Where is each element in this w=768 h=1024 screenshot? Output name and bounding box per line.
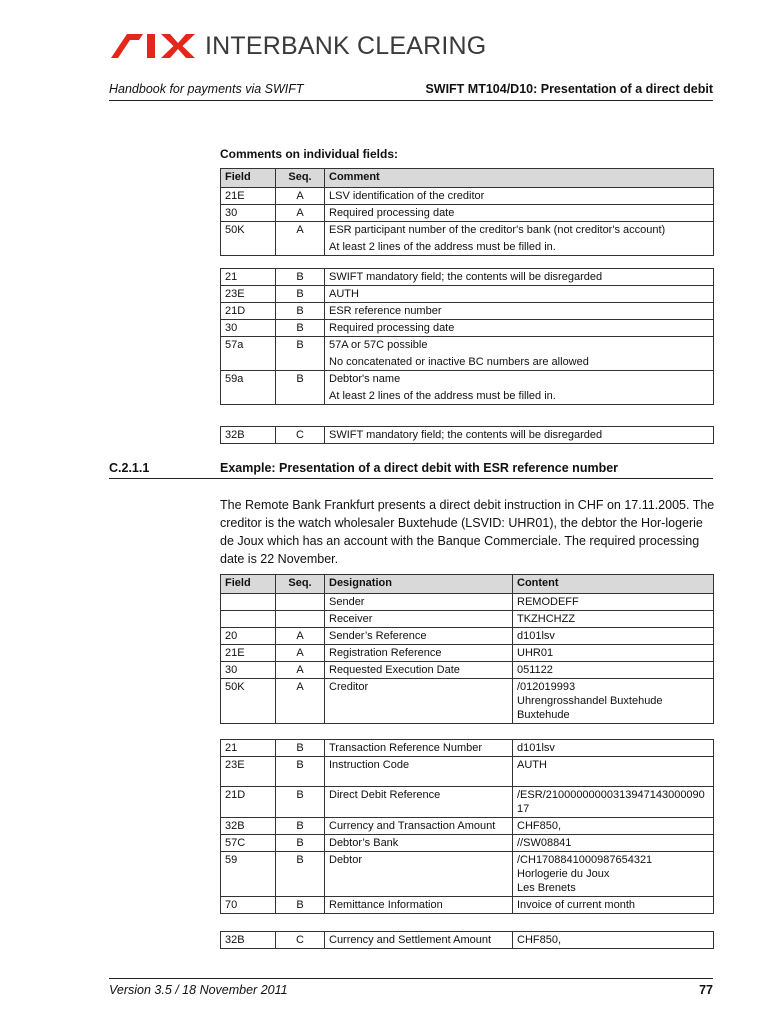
cell-designation: Receiver [325, 611, 513, 628]
comment-line: At least 2 lines of the address must be filled in. [329, 241, 556, 253]
cell-content [513, 740, 714, 757]
cell-designation: Creditor [325, 679, 513, 724]
cell-field: 23E [221, 286, 276, 303]
content-line: CHF850, [517, 820, 562, 832]
cell-field: 32B [221, 427, 276, 444]
cell-field: 57a [221, 337, 276, 371]
content-line: AUTH [517, 759, 547, 771]
six-logo [109, 30, 486, 62]
cell-designation: Remittance Information [325, 897, 513, 914]
section-title: Example: Presentation of a direct debit with ESR reference number [220, 461, 619, 475]
comment-line: 57A or 57C possible [329, 339, 428, 351]
comments-caption: Comments on individual fields: [220, 147, 399, 161]
cell-seq: A [276, 188, 325, 205]
content-line: Buxtehude [517, 709, 570, 721]
table-row [221, 188, 714, 205]
table-row [221, 594, 714, 611]
chapter-title: SWIFT MT104/D10: Presentation of a direct debit [425, 82, 713, 96]
running-header [109, 82, 713, 101]
cell-designation: Requested Execution Date [325, 662, 513, 679]
comment-line: Required processing date [329, 207, 455, 219]
content-line: Uhrengrosshandel Buxtehude [517, 695, 663, 707]
content-line: Les Brenets [517, 882, 576, 894]
cell-content [513, 628, 714, 645]
table-row [221, 286, 714, 303]
content-line: /CH1708841000987654321 [517, 854, 653, 866]
cell-seq: A [276, 628, 325, 645]
cell-field: 21D [221, 787, 276, 818]
cell-field: 21D [221, 303, 276, 320]
cell-seq: C [276, 932, 325, 949]
brand-name: INTERBANK CLEARING [205, 32, 487, 60]
cell-seq: B [276, 897, 325, 914]
cell-seq: B [276, 740, 325, 757]
table-row [221, 662, 714, 679]
table-row [221, 303, 714, 320]
cell-content [513, 932, 714, 949]
comment-line: At least 2 lines of the address must be filled in. [329, 390, 556, 402]
table-row [221, 679, 714, 724]
cell-designation: Currency and Transaction Amount [325, 818, 513, 835]
content-line: REMODEFF [517, 596, 579, 608]
table-row [221, 337, 714, 371]
cell-content [513, 662, 714, 679]
example-description: The Remote Bank Frankfurt presents a direct debit instruction in CHF on 17.11.2005. The creditor is the watch wholesaler Buxtehude (LSVID: UHR01), the debtor the Hor-logerie de Joux which has an account with the Banque Commerciale. The required processing date is 22 November. [220, 498, 715, 566]
version-info: Version 3.5 / 18 November 2011 [109, 983, 288, 997]
cell-content [513, 679, 714, 724]
comment-line: ESR reference number [329, 305, 442, 317]
cell-seq: B [276, 337, 325, 371]
cell-designation: Sender’s Reference [325, 628, 513, 645]
content-line: //SW08841 [517, 837, 572, 849]
cell-field: 30 [221, 662, 276, 679]
handbook-title: Handbook for payments via SWIFT [109, 82, 304, 96]
cell-seq: A [276, 205, 325, 222]
cell-field: 59 [221, 852, 276, 897]
cell-seq: B [276, 371, 325, 405]
cell-field: 21E [221, 645, 276, 662]
example-table-seq-a [220, 574, 714, 724]
cell-field: 21 [221, 740, 276, 757]
cell-comment [325, 303, 714, 320]
cell-content [513, 611, 714, 628]
cell-designation: Debtor [325, 852, 513, 897]
table-row [221, 787, 714, 818]
col-seq: Seq. [276, 169, 325, 188]
content-line: /012019993 [517, 681, 576, 693]
comment-line: LSV identification of the creditor [329, 190, 485, 202]
cell-designation: Debtor’s Bank [325, 835, 513, 852]
page-footer [109, 978, 713, 1001]
cell-seq: B [276, 787, 325, 818]
cell-field: 59a [221, 371, 276, 405]
cell-seq: B [276, 320, 325, 337]
table-row [221, 222, 714, 256]
cell-seq: B [276, 303, 325, 320]
table-row [221, 320, 714, 337]
table-row [221, 932, 714, 949]
cell-field [221, 611, 276, 628]
cell-content [513, 645, 714, 662]
six-logo-icon [109, 30, 199, 62]
cell-seq: A [276, 645, 325, 662]
table-row [221, 628, 714, 645]
content-line: UHR01 [517, 647, 554, 659]
cell-designation: Sender [325, 594, 513, 611]
cell-field: 32B [221, 818, 276, 835]
comments-table-seq-c [220, 426, 714, 444]
comments-table-seq-a [220, 168, 714, 256]
cell-seq [276, 594, 325, 611]
cell-content [513, 897, 714, 914]
cell-content [513, 787, 714, 818]
cell-field: 21E [221, 188, 276, 205]
col-field: Field [221, 169, 276, 188]
cell-seq: B [276, 835, 325, 852]
content-line: Horlogerie du Joux [517, 868, 610, 880]
cell-field: 20 [221, 628, 276, 645]
table-row [221, 852, 714, 897]
cell-seq: B [276, 757, 325, 787]
cell-seq: A [276, 679, 325, 724]
content-line: 051122 [517, 664, 553, 676]
cell-content [513, 594, 714, 611]
col-comment: Comment [325, 169, 714, 188]
section-number: C.2.1.1 [109, 461, 150, 475]
cell-field: 50K [221, 679, 276, 724]
cell-field: 21 [221, 269, 276, 286]
table-row [221, 427, 714, 444]
table-row [221, 897, 714, 914]
cell-seq: A [276, 662, 325, 679]
cell-comment [325, 337, 714, 371]
cell-seq: A [276, 222, 325, 256]
table-row [221, 757, 714, 787]
example-table-seq-c [220, 931, 714, 949]
cell-comment [325, 269, 714, 286]
cell-content [513, 835, 714, 852]
table-row [221, 371, 714, 405]
content-line: d101lsv [517, 630, 555, 642]
cell-comment [325, 205, 714, 222]
cell-designation: Registration Reference [325, 645, 513, 662]
cell-field [221, 594, 276, 611]
cell-field: 70 [221, 897, 276, 914]
content-line: d101lsv [517, 742, 555, 754]
cell-field: 50K [221, 222, 276, 256]
table-row [221, 740, 714, 757]
content-line: TKZHCHZZ [517, 613, 576, 625]
cell-field: 23E [221, 757, 276, 787]
cell-seq: B [276, 286, 325, 303]
table-row [221, 269, 714, 286]
table-row [221, 818, 714, 835]
comment-line: AUTH [329, 288, 359, 300]
cell-field: 57C [221, 835, 276, 852]
cell-seq: B [276, 852, 325, 897]
content-line: CHF850, [517, 934, 562, 946]
cell-field: 32B [221, 932, 276, 949]
col-designation: Designation [325, 575, 513, 594]
comments-header-row [221, 169, 714, 188]
comment-line: Required processing date [329, 322, 455, 334]
content-line: Invoice of current month [517, 899, 636, 911]
cell-comment [325, 371, 714, 405]
col-content: Content [513, 575, 714, 594]
cell-seq: C [276, 427, 325, 444]
comments-table-seq-b [220, 268, 714, 405]
table-row [221, 205, 714, 222]
example-table-seq-b [220, 739, 714, 914]
comment-line: SWIFT mandatory field; the contents will be disregarded [329, 271, 603, 283]
example-header-row [221, 575, 714, 594]
page-number: 77 [699, 983, 713, 997]
content-line: /ESR/21000000000313947143000090 [517, 789, 705, 801]
col-seq: Seq. [276, 575, 325, 594]
cell-field: 30 [221, 320, 276, 337]
cell-comment [325, 427, 714, 444]
cell-content [513, 818, 714, 835]
comment-line: No concatenated or inactive BC numbers are allowed [329, 356, 589, 368]
cell-comment [325, 188, 714, 205]
cell-designation: Instruction Code [325, 757, 513, 787]
cell-seq: B [276, 818, 325, 835]
cell-field: 30 [221, 205, 276, 222]
comment-line: SWIFT mandatory field; the contents will be disregarded [329, 429, 603, 441]
cell-seq: B [276, 269, 325, 286]
comment-line: ESR participant number of the creditor's bank (not creditor's account) [329, 224, 666, 236]
content-line: 17 [517, 803, 530, 815]
cell-comment [325, 286, 714, 303]
cell-seq [276, 611, 325, 628]
cell-designation: Direct Debit Reference [325, 787, 513, 818]
col-field: Field [221, 575, 276, 594]
table-row [221, 835, 714, 852]
cell-designation: Currency and Settlement Amount [325, 932, 513, 949]
cell-content [513, 757, 714, 787]
cell-comment [325, 320, 714, 337]
section-heading [109, 461, 713, 479]
comment-line: Debtor's name [329, 373, 401, 385]
cell-comment [325, 222, 714, 256]
cell-content [513, 852, 714, 897]
cell-designation: Transaction Reference Number [325, 740, 513, 757]
table-row [221, 645, 714, 662]
table-row [221, 611, 714, 628]
